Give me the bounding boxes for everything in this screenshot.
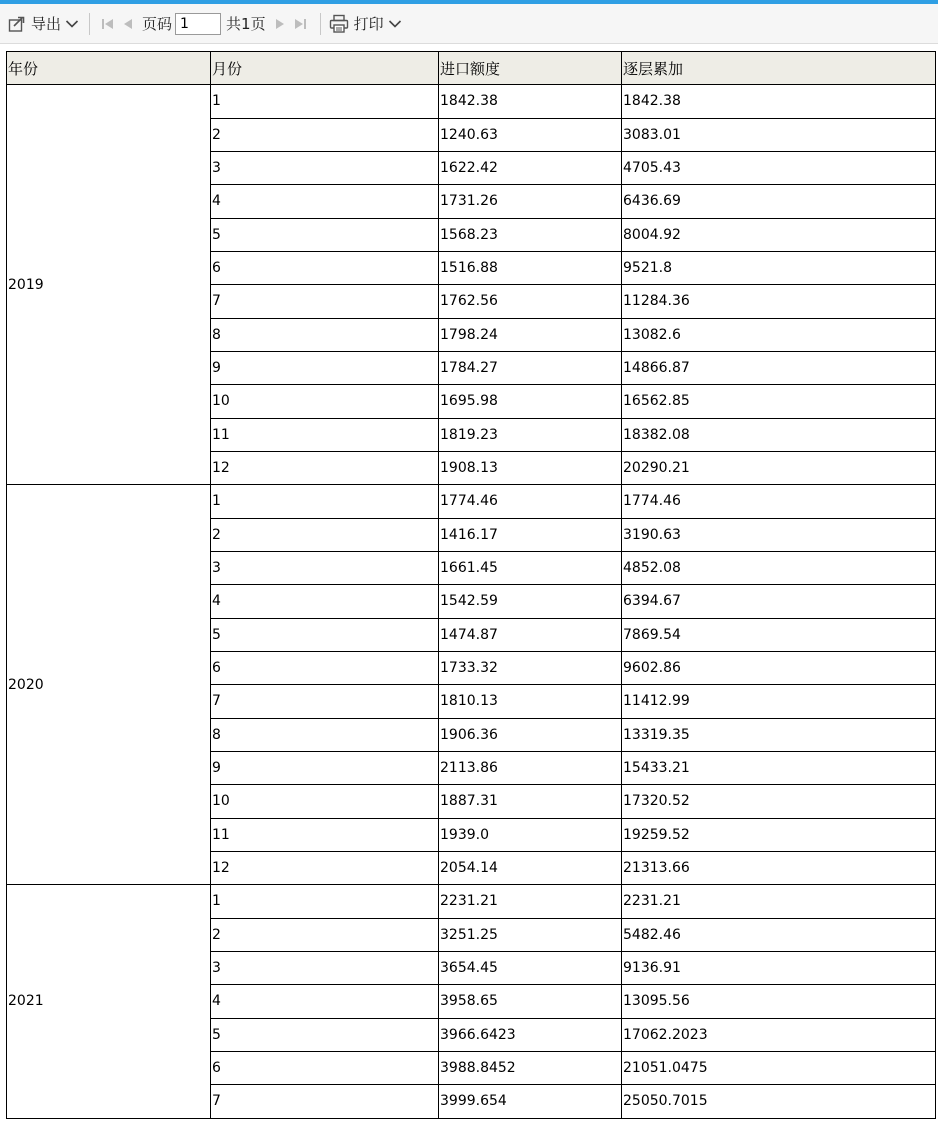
cumulative-cell: 11284.36	[622, 285, 936, 318]
import-amount-cell: 1939.0	[439, 818, 622, 851]
year-cell: 2019	[7, 85, 211, 485]
export-icon	[8, 15, 26, 33]
year-cell: 2021	[7, 885, 211, 1118]
import-amount-cell: 1810.13	[439, 685, 622, 718]
cumulative-cell: 6436.69	[622, 185, 936, 218]
export-menu-button[interactable]	[8, 13, 79, 34]
import-amount-cell: 3251.25	[439, 918, 622, 951]
import-amount-cell: 1695.98	[439, 385, 622, 418]
import-amount-cell: 1568.23	[439, 218, 622, 251]
cumulative-cell: 9602.86	[622, 651, 936, 684]
import-amount-cell: 1661.45	[439, 551, 622, 584]
import-amount-cell: 1798.24	[439, 318, 622, 351]
cumulative-cell: 25050.7015	[622, 1085, 936, 1118]
month-cell: 9	[211, 351, 439, 384]
cumulative-cell: 8004.92	[622, 218, 936, 251]
table-row	[7, 885, 936, 918]
import-amount-cell: 1474.87	[439, 618, 622, 651]
month-cell: 2	[211, 518, 439, 551]
month-cell: 10	[211, 385, 439, 418]
month-cell: 3	[211, 151, 439, 184]
first-page-icon[interactable]	[98, 14, 118, 34]
month-cell: 4	[211, 185, 439, 218]
table-row	[7, 485, 936, 518]
month-cell: 5	[211, 218, 439, 251]
import-report-table	[6, 51, 936, 1119]
report-table-container	[6, 51, 936, 1119]
next-page-icon[interactable]	[270, 14, 290, 34]
import-amount-cell: 3999.654	[439, 1085, 622, 1118]
import-amount-cell: 2113.86	[439, 751, 622, 784]
cumulative-cell: 13319.35	[622, 718, 936, 751]
table-body	[7, 85, 936, 1118]
export-label: 导出	[31, 15, 62, 33]
toolbar-divider	[89, 13, 90, 35]
import-amount-cell: 1906.36	[439, 718, 622, 751]
table-row	[7, 85, 936, 118]
printer-icon	[329, 14, 349, 34]
month-cell: 12	[211, 851, 439, 884]
cumulative-cell: 7869.54	[622, 618, 936, 651]
cumulative-cell: 3083.01	[622, 118, 936, 151]
page-number-input[interactable]	[175, 13, 221, 35]
month-cell: 7	[211, 685, 439, 718]
month-cell: 6	[211, 1051, 439, 1084]
month-cell: 1	[211, 85, 439, 118]
header-import-amount: 进口额度	[439, 52, 622, 85]
header-cumulative: 逐层累加	[622, 52, 936, 85]
cumulative-cell: 15433.21	[622, 751, 936, 784]
cumulative-cell: 19259.52	[622, 818, 936, 851]
month-cell: 3	[211, 551, 439, 584]
header-month: 月份	[211, 52, 439, 85]
month-cell: 1	[211, 885, 439, 918]
import-amount-cell: 1908.13	[439, 451, 622, 484]
previous-page-icon[interactable]	[118, 14, 138, 34]
header-year: 年份	[7, 52, 211, 85]
import-amount-cell: 1774.46	[439, 485, 622, 518]
month-cell: 2	[211, 118, 439, 151]
import-amount-cell: 1842.38	[439, 85, 622, 118]
import-amount-cell: 3966.6423	[439, 1018, 622, 1051]
cumulative-cell: 3190.63	[622, 518, 936, 551]
month-cell: 2	[211, 918, 439, 951]
report-toolbar	[0, 4, 938, 44]
last-page-icon[interactable]	[290, 14, 310, 34]
import-amount-cell: 1784.27	[439, 351, 622, 384]
import-amount-cell: 1887.31	[439, 785, 622, 818]
cumulative-cell: 20290.21	[622, 451, 936, 484]
cumulative-cell: 5482.46	[622, 918, 936, 951]
import-amount-cell: 3958.65	[439, 985, 622, 1018]
cumulative-cell: 9521.8	[622, 251, 936, 284]
cumulative-cell: 11412.99	[622, 685, 936, 718]
import-amount-cell: 1819.23	[439, 418, 622, 451]
month-cell: 6	[211, 651, 439, 684]
cumulative-cell: 14866.87	[622, 351, 936, 384]
cumulative-cell: 17062.2023	[622, 1018, 936, 1051]
month-cell: 7	[211, 1085, 439, 1118]
import-amount-cell: 3988.8452	[439, 1051, 622, 1084]
month-cell: 1	[211, 485, 439, 518]
month-cell: 4	[211, 585, 439, 618]
cumulative-cell: 21313.66	[622, 851, 936, 884]
month-cell: 11	[211, 418, 439, 451]
import-amount-cell: 1762.56	[439, 285, 622, 318]
import-amount-cell: 1416.17	[439, 518, 622, 551]
cumulative-cell: 9136.91	[622, 951, 936, 984]
import-amount-cell: 2231.21	[439, 885, 622, 918]
import-amount-cell: 1516.88	[439, 251, 622, 284]
cumulative-cell: 2231.21	[622, 885, 936, 918]
cumulative-cell: 1842.38	[622, 85, 936, 118]
month-cell: 10	[211, 785, 439, 818]
total-pages-label: 共1页	[226, 15, 266, 33]
month-cell: 4	[211, 985, 439, 1018]
table-header-row	[7, 52, 936, 85]
cumulative-cell: 4852.08	[622, 551, 936, 584]
cumulative-cell: 17320.52	[622, 785, 936, 818]
month-cell: 11	[211, 818, 439, 851]
page-number-label: 页码	[142, 15, 173, 33]
toolbar-divider	[320, 13, 321, 35]
month-cell: 5	[211, 1018, 439, 1051]
cumulative-cell: 13095.56	[622, 985, 936, 1018]
cumulative-cell: 13082.6	[622, 318, 936, 351]
import-amount-cell: 1622.42	[439, 151, 622, 184]
month-cell: 3	[211, 951, 439, 984]
chevron-down-icon	[388, 19, 402, 29]
month-cell: 8	[211, 318, 439, 351]
cumulative-cell: 4705.43	[622, 151, 936, 184]
month-cell: 7	[211, 285, 439, 318]
cumulative-cell: 6394.67	[622, 585, 936, 618]
cumulative-cell: 21051.0475	[622, 1051, 936, 1084]
cumulative-cell: 18382.08	[622, 418, 936, 451]
month-cell: 5	[211, 618, 439, 651]
print-menu-button[interactable]	[329, 13, 402, 34]
import-amount-cell: 1731.26	[439, 185, 622, 218]
import-amount-cell: 2054.14	[439, 851, 622, 884]
month-cell: 6	[211, 251, 439, 284]
cumulative-cell: 1774.46	[622, 485, 936, 518]
month-cell: 9	[211, 751, 439, 784]
chevron-down-icon	[65, 19, 79, 29]
cumulative-cell: 16562.85	[622, 385, 936, 418]
import-amount-cell: 1240.63	[439, 118, 622, 151]
print-label: 打印	[353, 15, 384, 33]
import-amount-cell: 1542.59	[439, 585, 622, 618]
year-cell: 2020	[7, 485, 211, 885]
import-amount-cell: 3654.45	[439, 951, 622, 984]
import-amount-cell: 1733.32	[439, 651, 622, 684]
month-cell: 12	[211, 451, 439, 484]
month-cell: 8	[211, 718, 439, 751]
